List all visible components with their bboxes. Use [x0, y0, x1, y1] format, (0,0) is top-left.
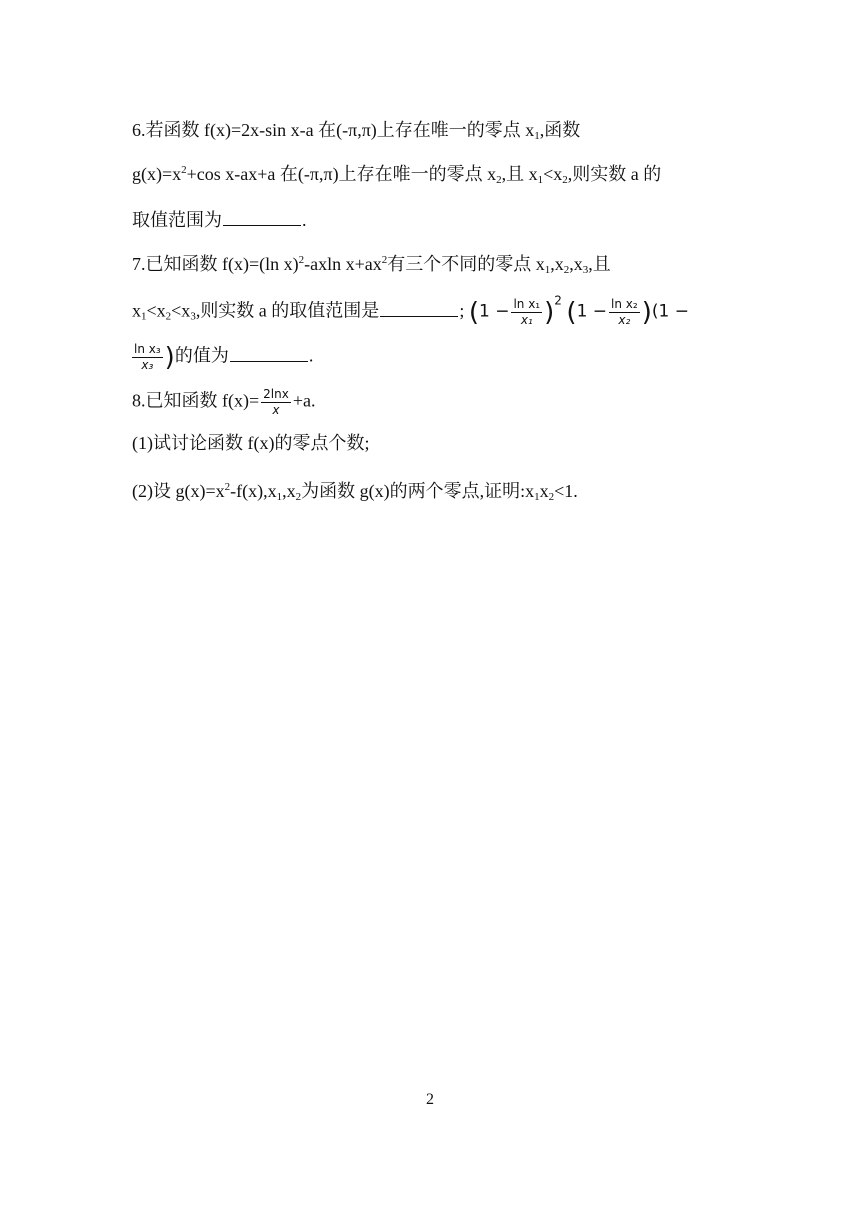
- fraction-2lnx-over-x: $\frac{2\ln x}{x}$: [263, 387, 289, 417]
- answer-blank: [230, 345, 308, 362]
- q7-line3: $\frac{\text{ln x₃}}{\text{x₃}}$ )的值为 .: [134, 342, 314, 373]
- q8-part2: (2)设 $g(x)=x^2-f(x),x_1,x_2$为函数 g(x)的两个零点,证明$:x_1x_2<1$.: [132, 481, 578, 503]
- q6-line3: 取值范围为 .: [132, 210, 307, 230]
- right-paren: ): [641, 297, 652, 328]
- left-paren: (: [468, 297, 479, 328]
- fraction-3: $\frac{\text{ln x₃}}{\text{x₃}}$: [134, 342, 161, 372]
- fraction-2: $\frac{\text{ln x₂}}{\text{x₂}}$: [611, 297, 638, 327]
- page-number: 2: [426, 1091, 434, 1108]
- q6-line2: $g(x)=x^2+\cos$ x-ax+a 在(-π,π)上存在唯一的零点 $x_2$,且 $x_1<x_2$,则实数 a 的: [132, 164, 662, 186]
- right-paren: ): [164, 342, 175, 373]
- fraction-1: $\frac{\text{ln x₁}}{\text{x₁}}$: [513, 297, 541, 327]
- right-paren: ): [544, 297, 555, 328]
- q7-line2: $x_1<x_2<x_3$,则实数 a 的取值范围是 ; (1 − $\frac{\text{ln x₁}}{\text{x₁}}$ )$^2$ (1 − $\frac{\text{ln x₂}}{\text{x₂}}$ )(1 −: [132, 293, 689, 328]
- q8-line1: 8.已知函数 f(x)= $\frac{2\ln x}{x}$ +a.: [132, 387, 316, 417]
- q8-part1: (1)试讨论函数 f(x)的零点个数;: [132, 433, 370, 453]
- left-paren: (: [566, 297, 577, 328]
- q7-line1: 7.已知函数 f(x)=(ln x)$^2$-axln $x+ax^2$有三个不同的零点 $x_1,x_2,x_3$,且: [132, 254, 611, 276]
- answer-blank: [380, 300, 458, 317]
- q6-line1: 6.若函数 f(x)=2x-sin x-a 在(-π,π)上存在唯一的零点 $x_1$,函数: [132, 120, 581, 142]
- answer-blank: [223, 209, 301, 226]
